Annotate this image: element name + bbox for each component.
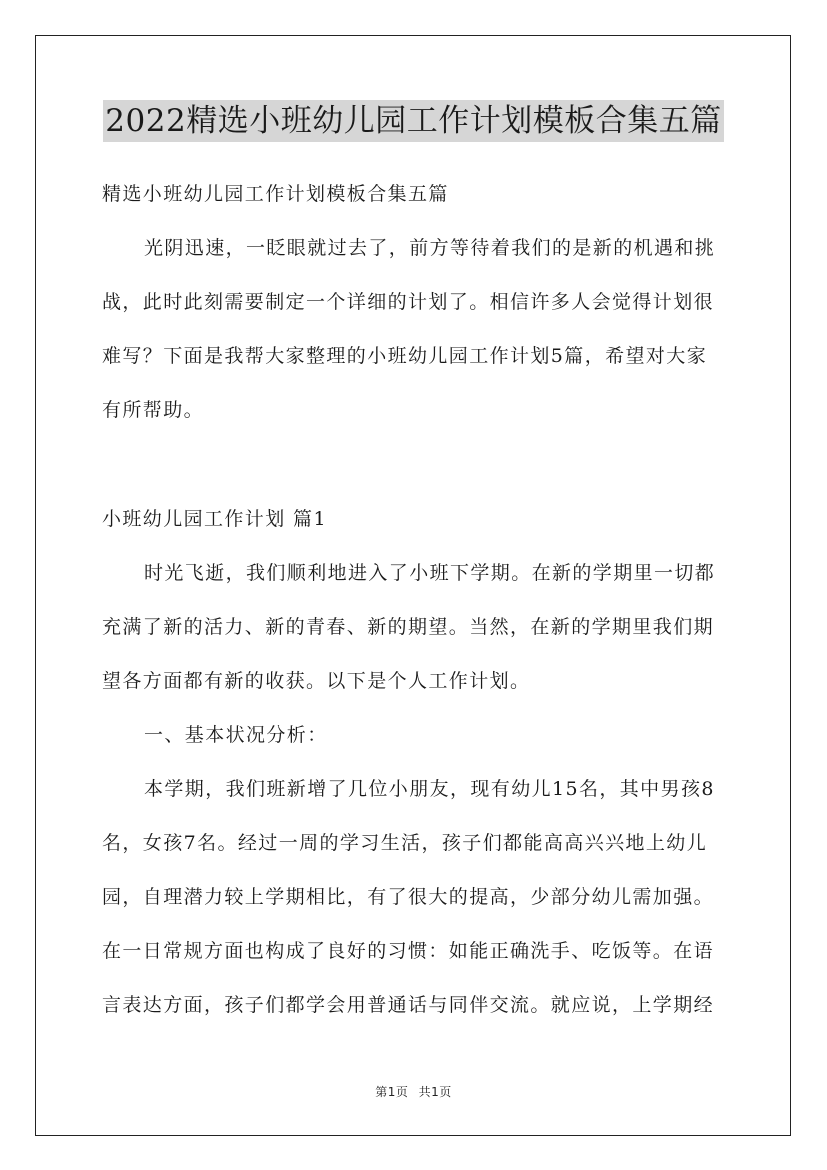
paragraph-line: 本学期，我们班新增了几位小朋友，现有幼儿15名，其中男孩8 [144,778,715,800]
intro-line: 有所帮助。 [102,399,205,421]
paragraph-line: 在一日常规方面也构成了良好的习惯：如能正确洗手、吃饭等。在语 [102,940,715,962]
paragraph-line: 名，女孩7名。经过一周的学习生活，孩子们都能高高兴兴地上幼儿 [102,832,708,854]
page-footer [0,1083,827,1100]
title-container [0,100,827,142]
paragraph-line: 言表达方面，孩子们都学会用普通话与同伴交流。就应说，上学期经 [102,994,715,1016]
paragraph-line: 时光飞逝，我们顺利地进入了小班下学期。在新的学期里一切都 [144,562,716,584]
page-number: 第1页 [375,1085,409,1099]
section-one [102,492,728,1032]
document-subtitle: 精选小班幼儿园工作计划模板合集五篇 [102,183,449,205]
section-heading: 小班幼儿园工作计划 篇1 [102,508,327,530]
intro-section [102,167,728,437]
document-title: 2022精选小班幼儿园工作计划模板合集五篇 [103,100,723,142]
paragraph-line: 充满了新的活力、新的青春、新的期望。当然，在新的学期里我们期 [102,616,715,638]
subheading: 一、基本状况分析： [144,724,328,746]
intro-line: 战，此时此刻需要制定一个详细的计划了。相信许多人会觉得计划很 [102,291,715,313]
paragraph-line: 园，自理潜力较上学期相比，有了很大的提高，少部分幼儿需加强。 [102,886,715,908]
page-total: 共1页 [418,1085,452,1099]
intro-line: 难写？下面是我帮大家整理的小班幼儿园工作计划5篇，希望对大家 [102,345,708,367]
paragraph-line: 望各方面都有新的收获。以下是个人工作计划。 [102,670,531,692]
intro-line: 光阴迅速，一眨眼就过去了，前方等待着我们的是新的机遇和挑 [144,237,716,259]
